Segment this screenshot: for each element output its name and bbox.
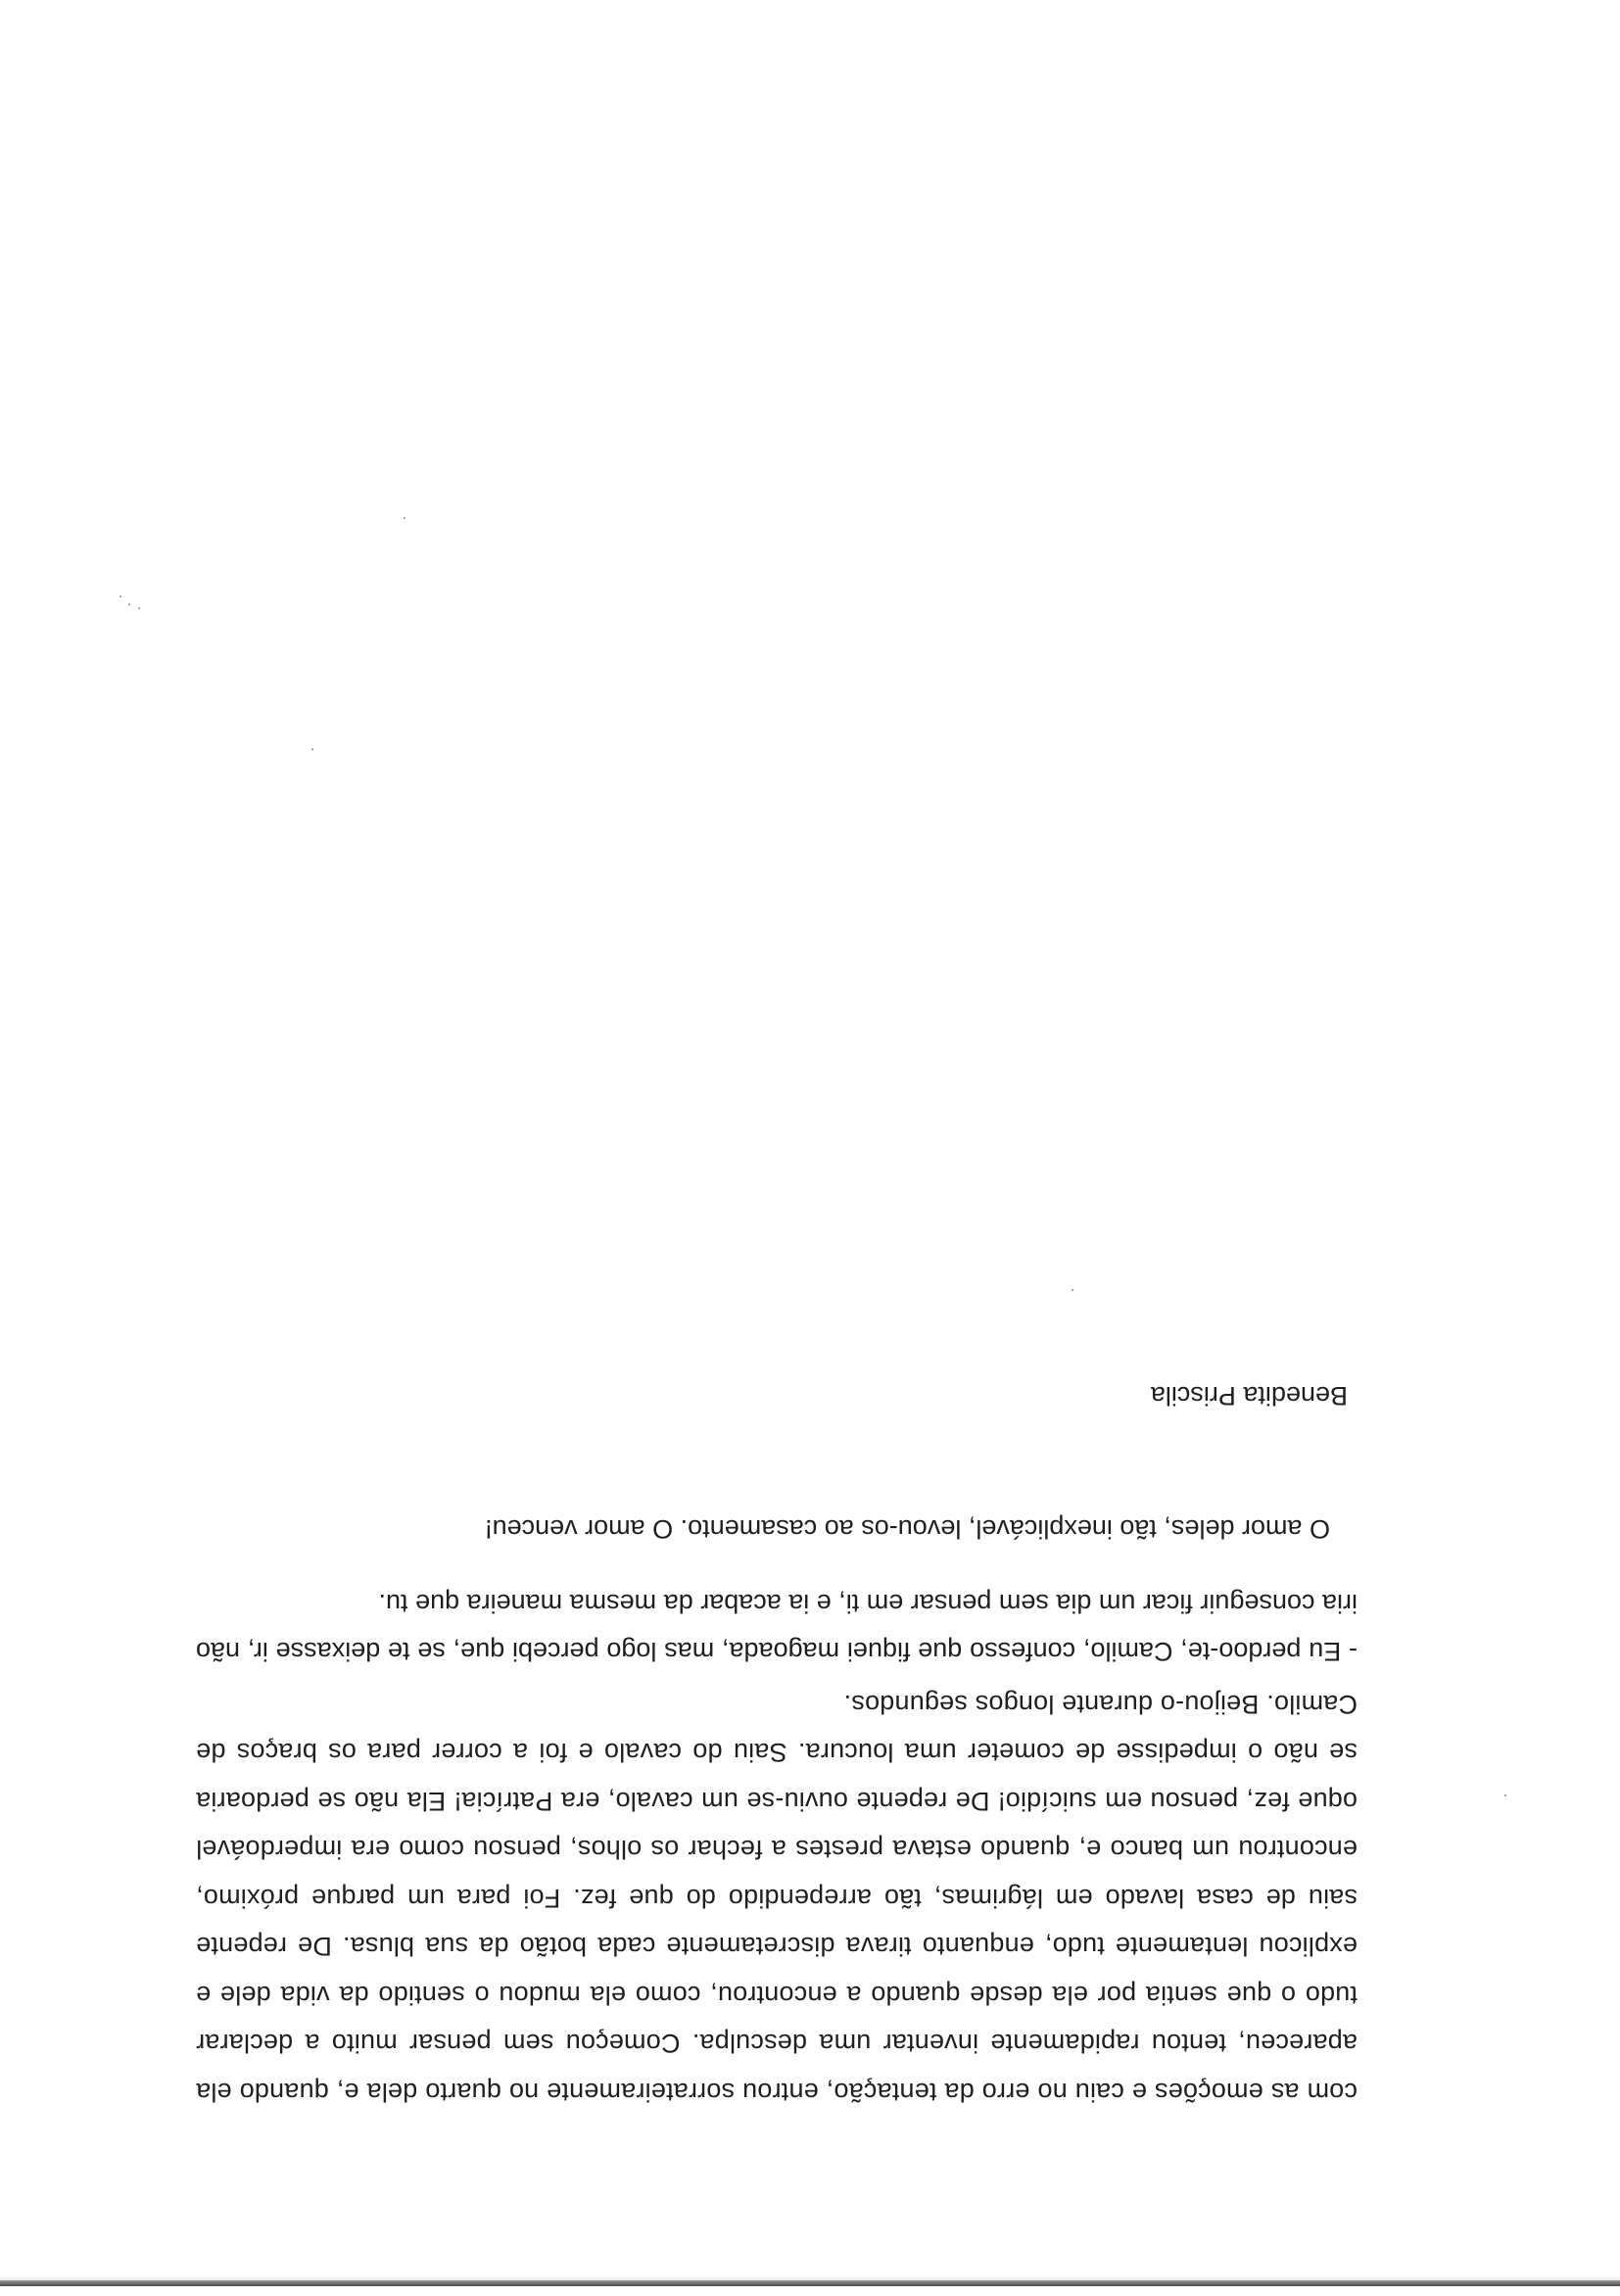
author-signature: Benedita Priscila	[1150, 1381, 1348, 1411]
story-paragraph: com as emoções e caiu no erro da tentação, entrou sorrateiramente no quarto dela e, quando ela apareceu, tentou rapidamente inventar uma desculpa. Começou sem pensar muito a declarar tudo o que sentia por ela desde quando a encontrou, como ela mudou o sentido da vida dele e explicou lentamente tudo, enquanto tirava discretamente cada botão da sua blusa. De repente saiu de casa lavado em lágrimas, tão arrependido do que fez. Foi para um parque próximo, encontrou um banco e, quando estava prestes a fechar os olhos, pensou como era imperdoável oque fez, pensou em suicídio! De repente ouviu-se um cavalo, era Patrícia! Ela não se perdoaria se não o impedisse de cometer uma loucura. Saiu do cavalo e foi a correr para os braços de Camilo. Beijou-o durante longos segundos.	[196, 1690, 1358, 2107]
scan-speck	[404, 517, 405, 519]
closing-paragraph: O amor deles, tão inexplicável, levou-os ao casamento. O amor venceu!	[485, 1514, 1330, 1545]
scan-speck	[1072, 1289, 1073, 1291]
scan-speck	[311, 748, 313, 750]
scan-speck	[128, 603, 130, 605]
story-text-inner	[196, 1380, 1358, 2116]
scan-bottom-edge	[0, 2280, 1620, 2286]
scan-speck	[1504, 1794, 1506, 1796]
story-text-block	[196, 1273, 1358, 2116]
scan-speck	[138, 607, 140, 609]
scan-speck	[119, 596, 121, 598]
dialogue-paragraph: - Eu perdoo-te, Camilo, confesso que fiquei magoada, mas logo percebi que, se te deixasse ir, não iria conseguir ficar um dia sem pensar em ti, e ia acabar da mesma maneira que tu.	[196, 1589, 1358, 1667]
